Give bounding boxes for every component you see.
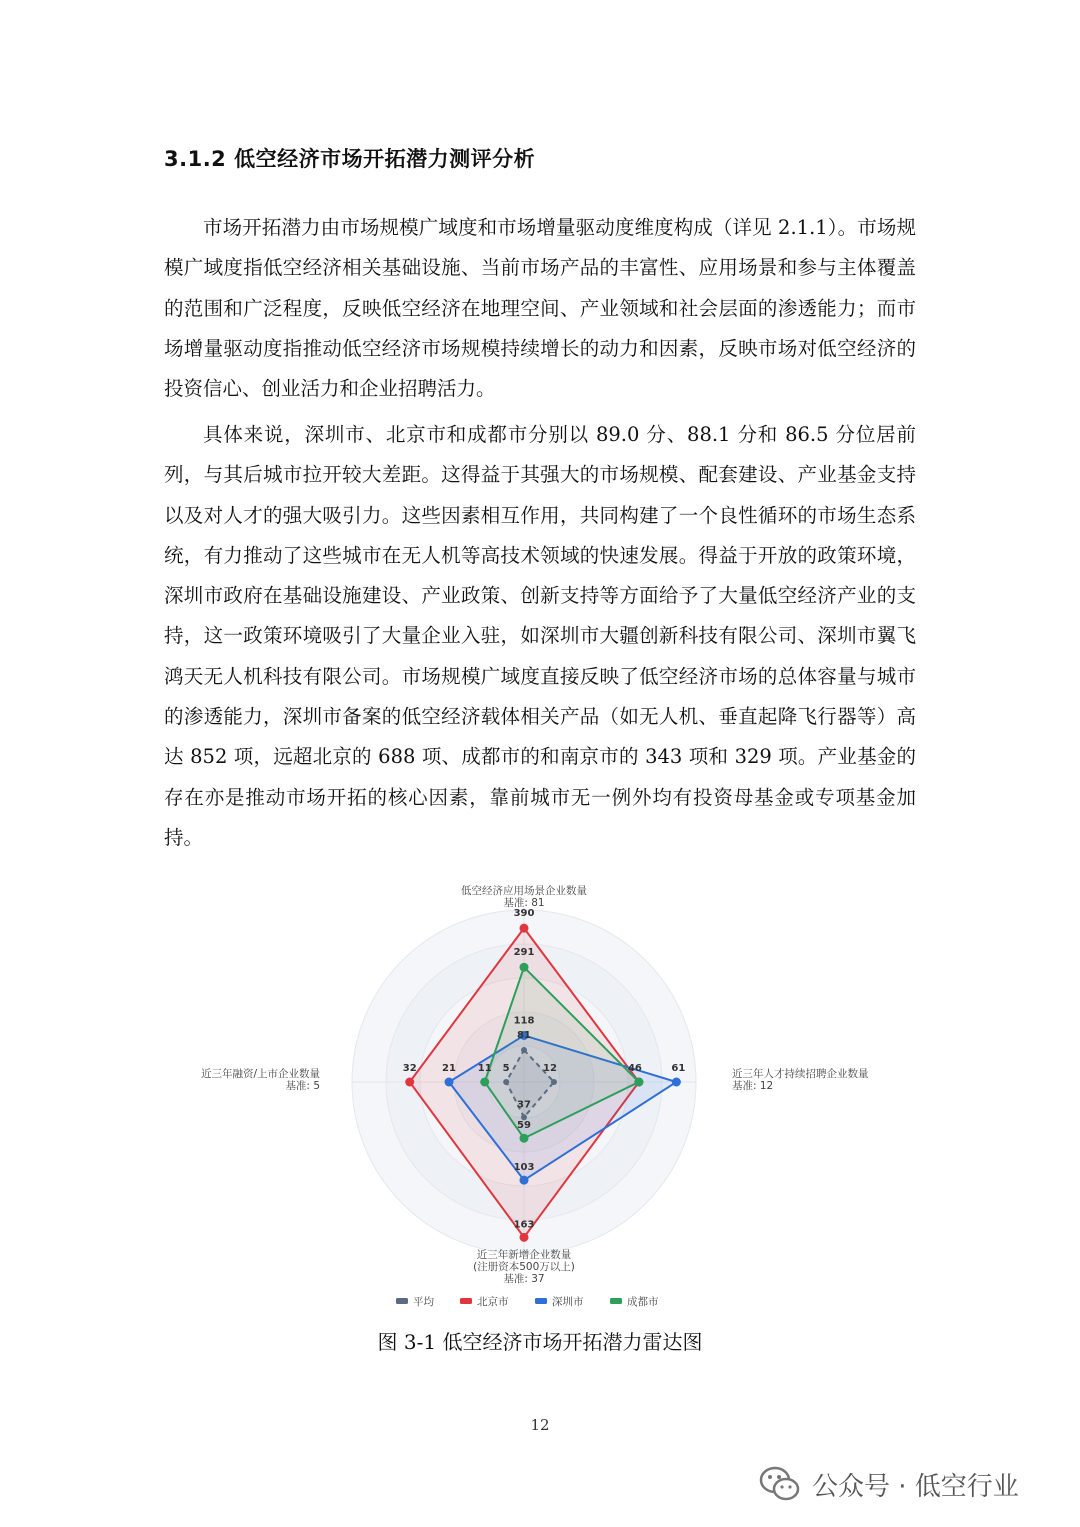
data-point xyxy=(520,1176,529,1185)
data-point xyxy=(551,1079,557,1085)
data-label: 32 xyxy=(402,1063,417,1074)
data-label: 103 xyxy=(513,1162,535,1174)
data-label: 390 xyxy=(513,908,535,920)
legend-label: 成都市 xyxy=(627,1296,659,1308)
radar-chart xyxy=(172,872,910,1320)
paragraph-city-analysis: 具体来说，深圳市、北京市和成都市分别以 89.0 分、88.1 分和 86.5 分位居前列，与其后城市拉开较大差距。这得益于其强大的市场规模、配套建设、产业基金支持以及对人才的强大吸引力。这些因素相互作用，共同构建了一个良性循环的市场生态系统，有力推动了这些城市在无人机等高技术领域的快速发展。得益于开放的政策环境，深圳市政府在基础设施建设、产业政策、创新支持等方面给予了大量低空经济产业的支持，这一政策环境吸引了大量企业入驻，如深圳市大疆创新科技有限公司、深圳市翼飞鸿天无人机科技有限公司。市场规模广域度直接反映了低空经济市场的总体容量与城市的渗透能力，深圳市备案的低空经济载体相关产品（如无人机、垂直起降飞行器等）高达 852 项，远超北京的 688 项、成都市的和南京市的 343 项和 329 项。产业基金的存在亦是推动市场开拓的核心因素，靠前城市无一例外均有投资母基金或专项基金加持。 xyxy=(164,423,916,849)
figure-caption: 图 3-1 低空经济市场开拓潜力雷达图 xyxy=(377,1330,703,1354)
data-label: 12 xyxy=(543,1063,557,1074)
data-point xyxy=(480,1078,489,1087)
axis-baseline-label: 基准: 37 xyxy=(503,1273,545,1285)
page-number: 12 xyxy=(530,1416,550,1434)
legend-swatch xyxy=(535,1298,547,1304)
legend-label: 深圳市 xyxy=(552,1296,584,1308)
data-label: 163 xyxy=(513,1219,535,1231)
data-label: 5 xyxy=(502,1063,510,1074)
legend-swatch xyxy=(460,1298,472,1304)
data-point xyxy=(520,1233,529,1242)
data-point xyxy=(405,1078,414,1087)
data-label: 59 xyxy=(517,1120,531,1132)
axis-title: 近三年新增企业数量 xyxy=(476,1249,572,1261)
data-point xyxy=(520,1134,529,1143)
data-point xyxy=(520,963,529,972)
legend-swatch xyxy=(610,1298,622,1304)
data-label: 61 xyxy=(671,1063,686,1074)
axis-title: 近三年人才持续招聘企业数量 xyxy=(732,1068,869,1080)
data-label: 46 xyxy=(627,1063,642,1074)
axis-baseline-label: 基准: 5 xyxy=(285,1080,320,1092)
data-label: 81 xyxy=(517,1030,531,1042)
axis-baseline-label: 基准: 81 xyxy=(503,897,545,909)
data-label: 118 xyxy=(513,1015,535,1027)
legend-swatch xyxy=(396,1298,408,1304)
data-point xyxy=(672,1078,681,1087)
watermark-text: 公众号 · 低空行业 xyxy=(812,1471,1019,1502)
axis-baseline-label: 基准: 12 xyxy=(732,1080,774,1092)
legend-label: 北京市 xyxy=(477,1296,509,1308)
data-point xyxy=(445,1078,454,1087)
data-point xyxy=(634,1078,643,1087)
data-label: 37 xyxy=(517,1099,531,1111)
data-point xyxy=(521,1047,527,1053)
paragraph-market-definition: 市场开拓潜力由市场规模广域度和市场增量驱动度维度构成（详见 2.1.1）。市场规模广域度指低空经济相关基础设施、当前市场产品的丰富性、应用场景和参与主体覆盖的范围和广泛程度，反映低空经济在地理空间、产业领域和社会层面的渗透能力；而市场增量驱动度指推动低空经济市场规模持续增长的动力和因素，反映市场对低空经济的投资信心、创业活力和企业招聘活力。 xyxy=(164,216,916,401)
data-label: 21 xyxy=(442,1063,456,1074)
watermark xyxy=(758,1462,1019,1506)
radar-chart-svg xyxy=(172,872,910,1320)
wechat-icon xyxy=(758,1464,802,1504)
axis-title: 低空经济应用场景企业数量 xyxy=(461,885,587,897)
axis-title: 近三年融资/上市企业数量 xyxy=(200,1068,320,1080)
legend-label: 平均 xyxy=(413,1296,434,1308)
data-label: 11 xyxy=(477,1063,492,1074)
section-title: 3.1.2 低空经济市场开拓潜力测评分析 xyxy=(164,147,536,171)
data-point xyxy=(520,924,529,933)
axis-title: (注册资本500万以上) xyxy=(473,1261,575,1273)
data-point xyxy=(503,1079,509,1085)
data-label: 291 xyxy=(513,947,535,959)
